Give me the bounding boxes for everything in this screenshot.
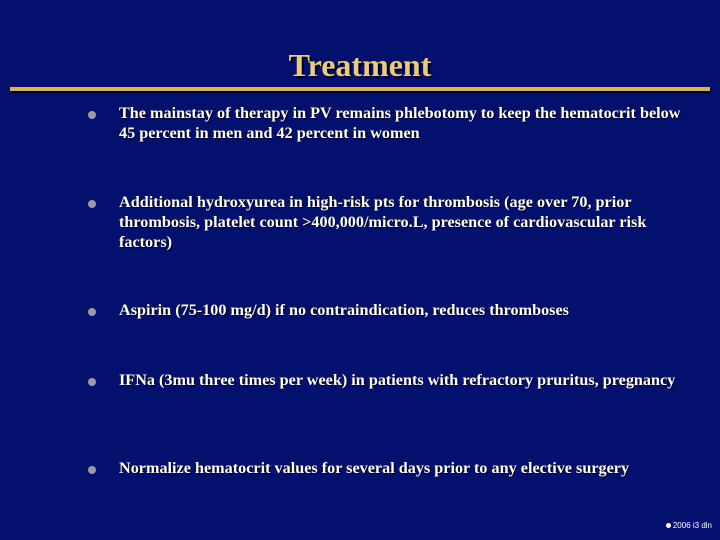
bullet-text: Additional hydroxyurea in high-risk pts for thrombosis (age over 70, prior thrombosis, platelet count >400,000/micro.L, presence of cardiovascular risk factors) [119,193,647,251]
bullet-text: Normalize hematocrit values for several days prior to any elective surgery [119,459,630,477]
copyright-icon [666,523,671,528]
bullet-text: Aspirin (75-100 mg/d) if no contraindication, reduces thromboses [119,301,569,319]
slide-title: Treatment [288,47,432,83]
bullet-text: The mainstay of therapy in PV remains phlebotomy to keep the hematocrit below 45 percent in men and 42 percent in women [119,104,681,142]
bullet-dot-icon [88,378,96,386]
bullet-dot-icon [88,200,96,208]
bullet-text: IFNa (3mu three times per week) in patients with refractory pruritus, pregnancy [119,371,676,389]
footer-copyright [666,521,712,530]
bullet-dot-icon [88,308,96,316]
footer-text: 2006 i3 dln [672,521,712,530]
bullet-dot-icon [88,466,96,474]
bullet-dot-icon [88,111,96,119]
